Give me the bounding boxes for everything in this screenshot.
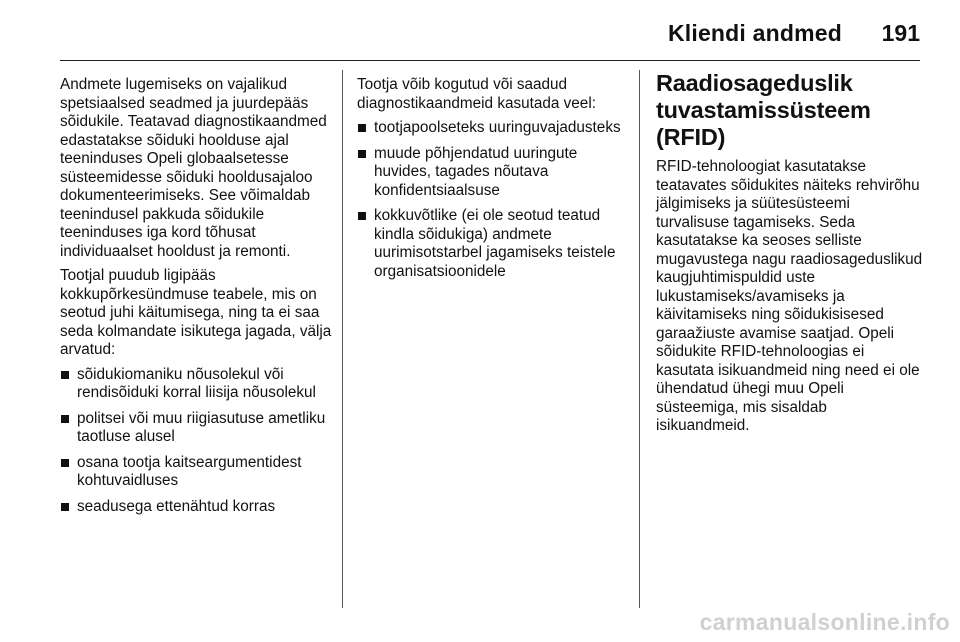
rfid-heading: Raadiosageduslik tuvastamissüsteem (RFID)	[656, 70, 871, 150]
header-rule	[60, 60, 920, 61]
list-item-text: muude põhjendatud uuringute huvides, tagades nõutava konfidentsiaalsuse	[374, 144, 578, 199]
section-title: Kliendi andmed	[667, 20, 842, 46]
paragraph-data-reading: Andmete lugemiseks on vajalikud spetsiaalsed seadmed ja juurdepääs sõidukile. Teatavad diagnostikaandmed edastatakse sõiduki hoolduse ajal teeninduses Opeli globaalsetesse süsteemidesse sõiduki hooldusajaloo dokumenteerimiseks. See võimaldab teenindusel pakkuda sõidukile teeninduses iga kord tõhusat individuaalset hooldust ja remonti.	[60, 76, 327, 260]
list-item	[60, 498, 332, 517]
list-item-text: kokkuvõtlike (ei ole seotud teatud kindla sõidukiga) andmete uurimisotstarbel jagamiseks teistele organisatsioonidele	[374, 207, 616, 280]
list-item-text: osana tootja kaitseargumentidest kohtuvaidluses	[77, 453, 302, 489]
watermark-text: carmanualsonline.info	[699, 609, 950, 635]
page-number: 191	[881, 20, 920, 46]
column-3	[656, 70, 924, 442]
paragraph-rfid: RFID-tehnoloogiat kasutatakse teatavates sõidukites näiteks rehvirõhu jälgimiseks ja süütesüsteemi turvalisuse tagamiseks. Seda kasutatakse ka seoses selliste mugavustega nagu raadiosageduslikud kaugjuhtimispuldid uste lukustamiseks/avamiseks ja käivitamiseks ning sõidukisisesed garaažiuste avamise saatjad. Opeli sõidukite RFID-tehnoloogias ei kasutata isikuandmeid ning need ei ole ühendatud ühegi muu Opeli süsteemiga, mis sisaldab isikuandmeid.	[656, 158, 923, 434]
bullet-square-icon	[358, 124, 366, 132]
bullet-square-icon	[358, 150, 366, 158]
column-divider-1	[342, 70, 343, 608]
list-item	[357, 145, 622, 201]
usage-list	[357, 119, 622, 281]
list-item-text: politsei või muu riigiasutuse ametliku taotluse alusel	[77, 409, 326, 445]
paragraph-diagnostic-use: Tootja võib kogutud või saadud diagnostikaandmeid kasutada veel:	[357, 76, 596, 112]
column-2	[357, 76, 622, 288]
bullet-square-icon	[61, 371, 69, 379]
bullet-square-icon	[61, 459, 69, 467]
list-item	[60, 410, 332, 447]
column-divider-2	[639, 70, 640, 608]
bullet-square-icon	[358, 212, 366, 220]
column-1	[60, 76, 332, 523]
bullet-square-icon	[61, 415, 69, 423]
page-header	[60, 14, 920, 50]
list-item	[357, 119, 622, 138]
list-item	[60, 454, 332, 491]
paragraph-crash-event: Tootjal puudub ligipääs kokkupõrkesündmuse teabele, mis on seotud juhi käitumisega, ning ta ei saa seda kolmandate isikutega jagada, välja arvatud:	[60, 267, 332, 358]
list-item	[357, 207, 622, 281]
list-item-text: sõidukiomaniku nõusolekul või rendisõiduki korral liisija nõusolekul	[77, 365, 316, 401]
bullet-square-icon	[61, 503, 69, 511]
list-item-text: tootjapoolseteks uuringuvajadusteks	[374, 119, 621, 136]
list-item	[60, 366, 332, 403]
list-item-text: seadusega ettenähtud korras	[77, 497, 276, 515]
exception-list	[60, 366, 332, 517]
